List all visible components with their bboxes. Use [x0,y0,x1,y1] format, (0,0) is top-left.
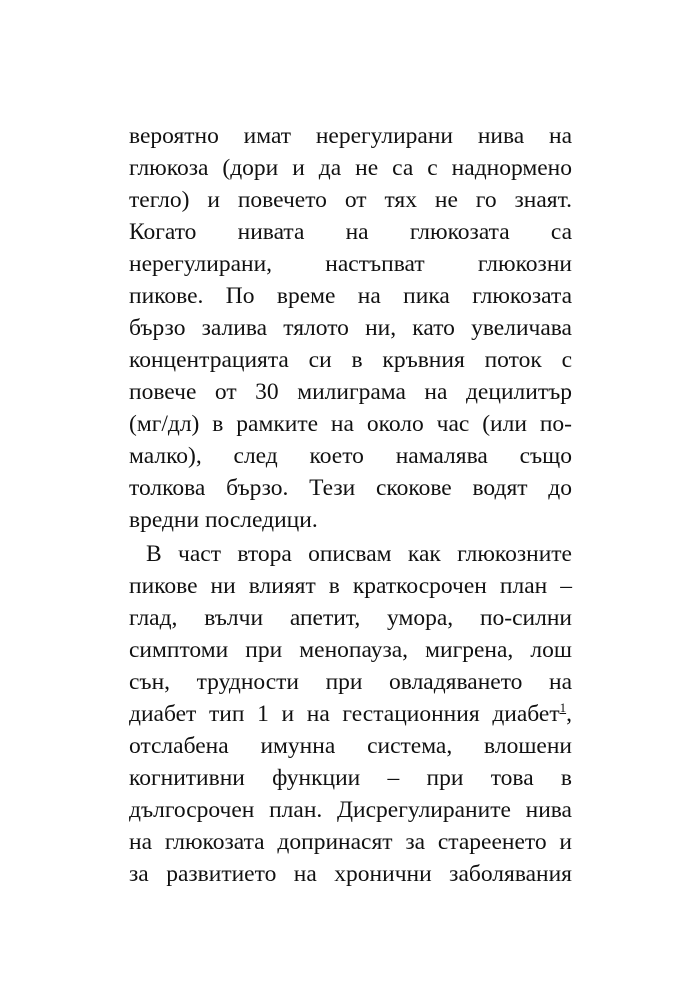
text-line: тегло) и повечето от тях не го знаят. [129,187,572,213]
text-line: повече от 30 милиграма на децилитър [129,379,572,405]
text-line: дългосрочен план. Дисрегулираните нива [129,797,572,823]
text-line-with-footnote [129,698,572,730]
paragraph-first-line: В част втора описвам как глюкозните [146,541,572,567]
text-line: вероятно имат нерегулирани нива на [129,123,572,149]
text-line: Когато нивата на глюкозата са [129,219,572,245]
text-line: пикове. По време на пика глюкозата [129,283,572,309]
text-line: толкова бързо. Тези скокове водят до [129,475,572,501]
text-line: бързо залива тялото ни, като увеличава [129,315,572,341]
text-line: на глюкозата допринасят за стареенето и [129,829,572,855]
text-line: за развитието на хронични заболявания [129,861,572,887]
text-line: пикове ни влияят в краткосрочен план – [129,573,572,599]
text-line: (мг/дл) в рамките на около час (или по- [129,411,572,437]
text-line: сън, трудности при овладяването на [129,669,572,695]
text-line: когнитивни функции – при това в [129,765,572,791]
text-line: отслабена имунна система, влошени [129,733,572,759]
text-line: нерегулирани, настъпват глюкозни [129,251,572,277]
text-line: вредни последици. [129,507,318,533]
text-line: глюкоза (дори и да не са с наднормено [129,155,572,181]
text-line: малко), след което намалява също [129,443,572,469]
text-segment: диабет тип 1 и на гестационния диабет [129,701,560,727]
comma: , [566,701,572,727]
text-line: глад, вълчи апетит, умора, по-силни [129,605,572,631]
footnote-reference[interactable]: 1 [559,700,567,715]
text-line: симптоми при менопауза, мигрена, лош [129,637,572,663]
text-line: концентрацията си в кръвния поток с [129,347,572,373]
